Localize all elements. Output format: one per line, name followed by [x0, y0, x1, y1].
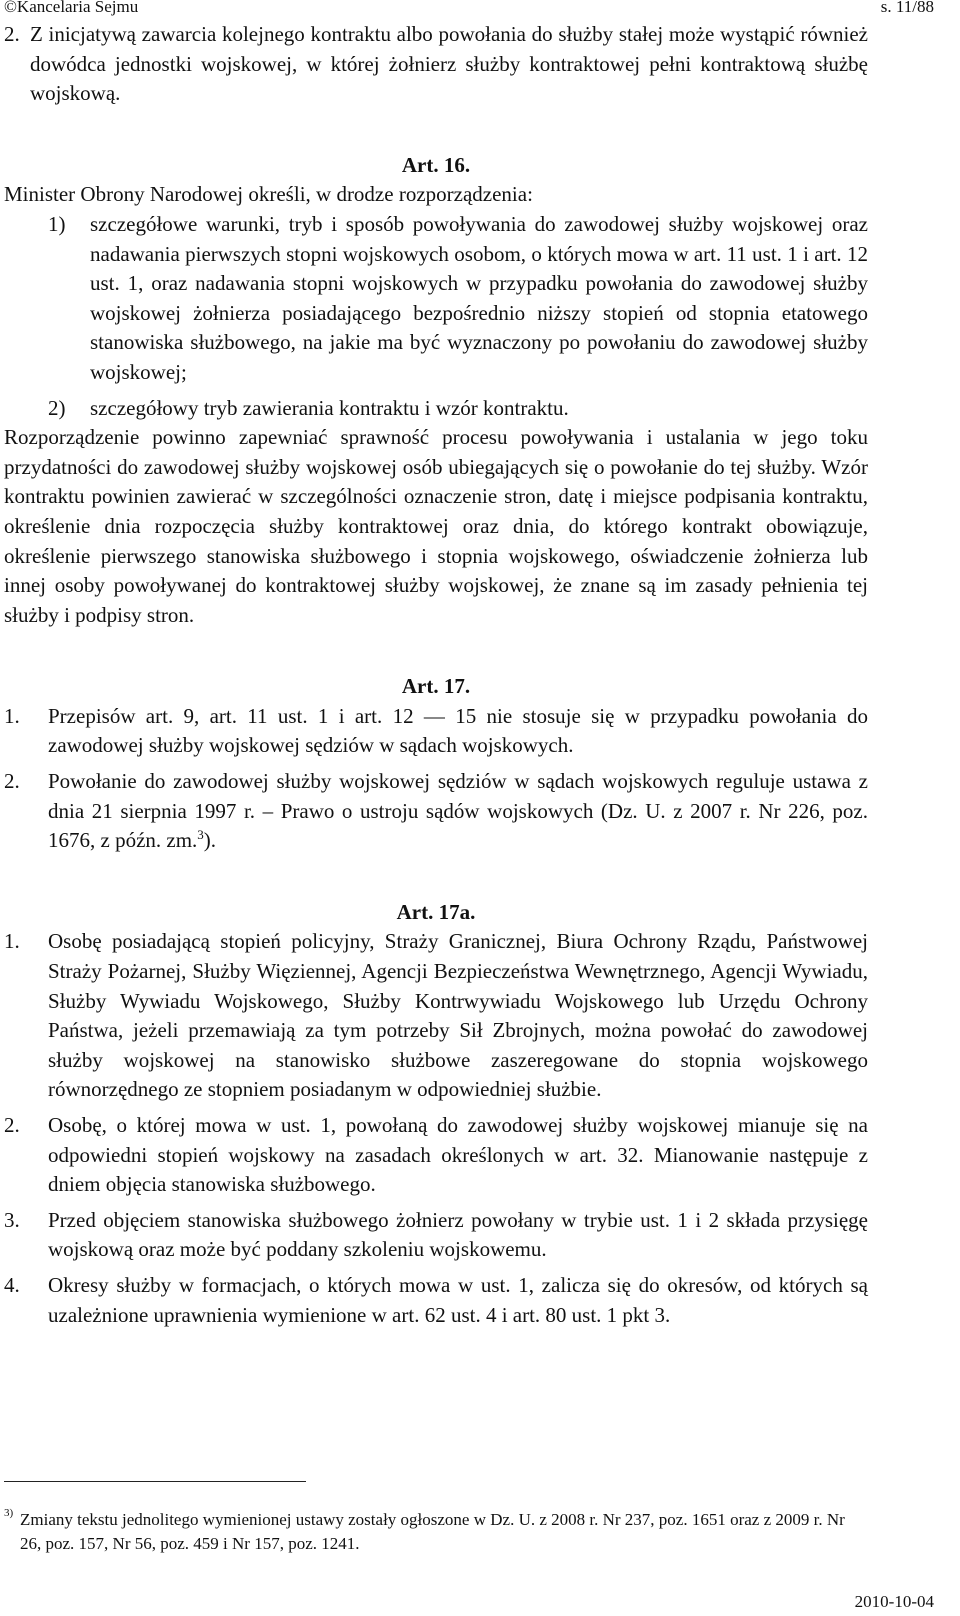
paragraph-label: 2.	[4, 1113, 20, 1137]
item-text: szczegółowy tryb zawierania kontraktu i wzór kontraktu.	[90, 395, 569, 420]
paragraph-text: Przepisów art. 9, art. 11 ust. 1 i art. 12 — 15 nie stosuje się w przypadku powołania do zawodowej służby wojskowej sędziów w sądach wojskowych.	[48, 703, 868, 758]
art15-paragraph-2	[4, 20, 868, 109]
art17a-paragraph-3	[4, 1206, 868, 1265]
header-page-number: s. 11/88	[880, 0, 934, 16]
paragraph-label: 2.	[4, 769, 20, 794]
item-label: 1)	[48, 211, 66, 236]
art17-paragraph-2	[4, 767, 868, 856]
footnote-reference[interactable]: 3	[197, 827, 204, 843]
paragraph-text-end: ).	[203, 828, 217, 853]
footnote	[4, 1508, 868, 1556]
article-16-title: Art. 16.	[401, 152, 471, 177]
art17a-paragraph-4	[4, 1271, 868, 1330]
art16-item-2	[4, 394, 868, 424]
paragraph-label: 1.	[4, 929, 20, 954]
paragraph-text: Z inicjatywą zawarcia kolejnego kontraktu albo powołania do służby stałej może wystąpić również dowódca jednostki wojskowej, w której żołnierz służby kontraktowej pełni kontraktową służbę wojskową.	[30, 22, 868, 106]
art16-item-1	[4, 210, 868, 388]
footnote-number: 3)	[4, 1507, 14, 1519]
paragraph-text: Przed objęciem stanowiska służbowego żołnierz powołany w trybie ust. 1 i 2 składa przysięgę wojskową oraz może być poddany szkoleniu wojskowemu.	[48, 1207, 868, 1262]
paragraph-label: 2.	[4, 22, 20, 46]
paragraph-label: 4.	[4, 1272, 20, 1297]
paragraph-label: 1.	[4, 703, 20, 728]
item-text: szczegółowe warunki, tryb i sposób powoływania do zawodowej służby wojskowej oraz nadawania pierwszych stopni wojskowych osobom, o których mowa w art. 11 ust. 1 i art. 12 ust. 1, oraz nadawania stopni wojskowych w przypadku powołania do zawodowej służby wojskowej żołnierza posiadającego bezpośrednio niższy stopień od stopnia etatowego stanowiska służbowego, na jakie ma być wyznaczony po powołaniu do zawodowej służby wojskowej;	[90, 211, 868, 384]
header-publisher: ©Kancelaria Sejmu	[4, 0, 139, 16]
document-body	[4, 20, 868, 1330]
paragraph-text: Okresy służby w formacjach, o których mowa w ust. 1, zalicza się do okresów, od których są uzależnione uprawnienia wymienione w art. 62 ust. 4 i art. 80 ust. 1 pkt 3.	[48, 1272, 868, 1327]
footer-date: 2010-10-04	[854, 1592, 934, 1611]
art17a-paragraph-1	[4, 927, 868, 1105]
art17a-paragraph-2	[4, 1111, 868, 1200]
article-17a-title: Art. 17a.	[396, 899, 476, 924]
paragraph-text: Osobę posiadającą stopień policyjny, Straży Granicznej, Biura Ochrony Rządu, Państwowej Straży Pożarnej, Służby Więziennej, Agencji Bezpieczeństwa Wewnętrznego, Agencji Wywiadu, Służby Wywiadu Wojskowego, Służby Kontrwywiadu Wojskowego lub Urzędu Ochrony Państwa, jeżeli przemawiają za tym potrzeby Sił Zbrojnych, można powołać do zawodowej służby wojskowej na stanowisko służbowe zaszeregowane do stopnia wojskowego równorzędnego ze stopniem posiadanym w odpowiedniej służbie.	[48, 929, 868, 1102]
art16-closing: Rozporządzenie powinno zapewniać sprawność procesu powoływania i ustalania w jego toku przydatności do zawodowej służby wojskowej osób ubiegających się o powołanie do tej służby. Wzór kontraktu powinien zawierać w szczególności oznaczenie stron, datę i miejsce podpisania kontraktu, określenie dnia rozpoczęcia służby kontraktowej oraz dnia, do którego kontrakt obowiązuje, określenie pierwszego stanowiska służbowego i stopnia wojskowego, oświadczenie żołnierza lub innej osoby powoływanej do kontraktowej służby wojskowej, że znane są im zasady pełnienia tej służby i podpisy stron.	[4, 425, 868, 627]
item-label: 2)	[48, 395, 66, 420]
footnote-separator	[4, 1481, 306, 1482]
paragraph-text: Powołanie do zawodowej służby wojskowej sędziów w sądach wojskowych reguluje ustawa z dnia 21 sierpnia 1997 r. – Prawo o ustroju sądów wojskowych (Dz. U. z 2007 r. Nr 226, poz. 1676, z późn. zm.	[48, 769, 868, 853]
article-17-title: Art. 17.	[401, 674, 471, 699]
art17-paragraph-1	[4, 702, 868, 761]
paragraph-label: 3.	[4, 1207, 20, 1232]
paragraph-text: Osobę, o której mowa w ust. 1, powołaną do zawodowej służby wojskowej mianuje się na odpowiedni stopień wojskowy na zasadach określonych w art. 32. Mianowanie następuje z dniem objęcia stanowiska służbowego.	[48, 1113, 868, 1197]
footnote-text: Zmiany tekstu jednolitego wymienionej ustawy zostały ogłoszone w Dz. U. z 2008 r. Nr 237, poz. 1651 oraz z 2009 r. Nr 26, poz. 157, Nr 56, poz. 459 i Nr 157, poz. 1241.	[20, 1510, 845, 1553]
art16-intro: Minister Obrony Narodowej określi, w drodze rozporządzenia:	[4, 182, 533, 207]
